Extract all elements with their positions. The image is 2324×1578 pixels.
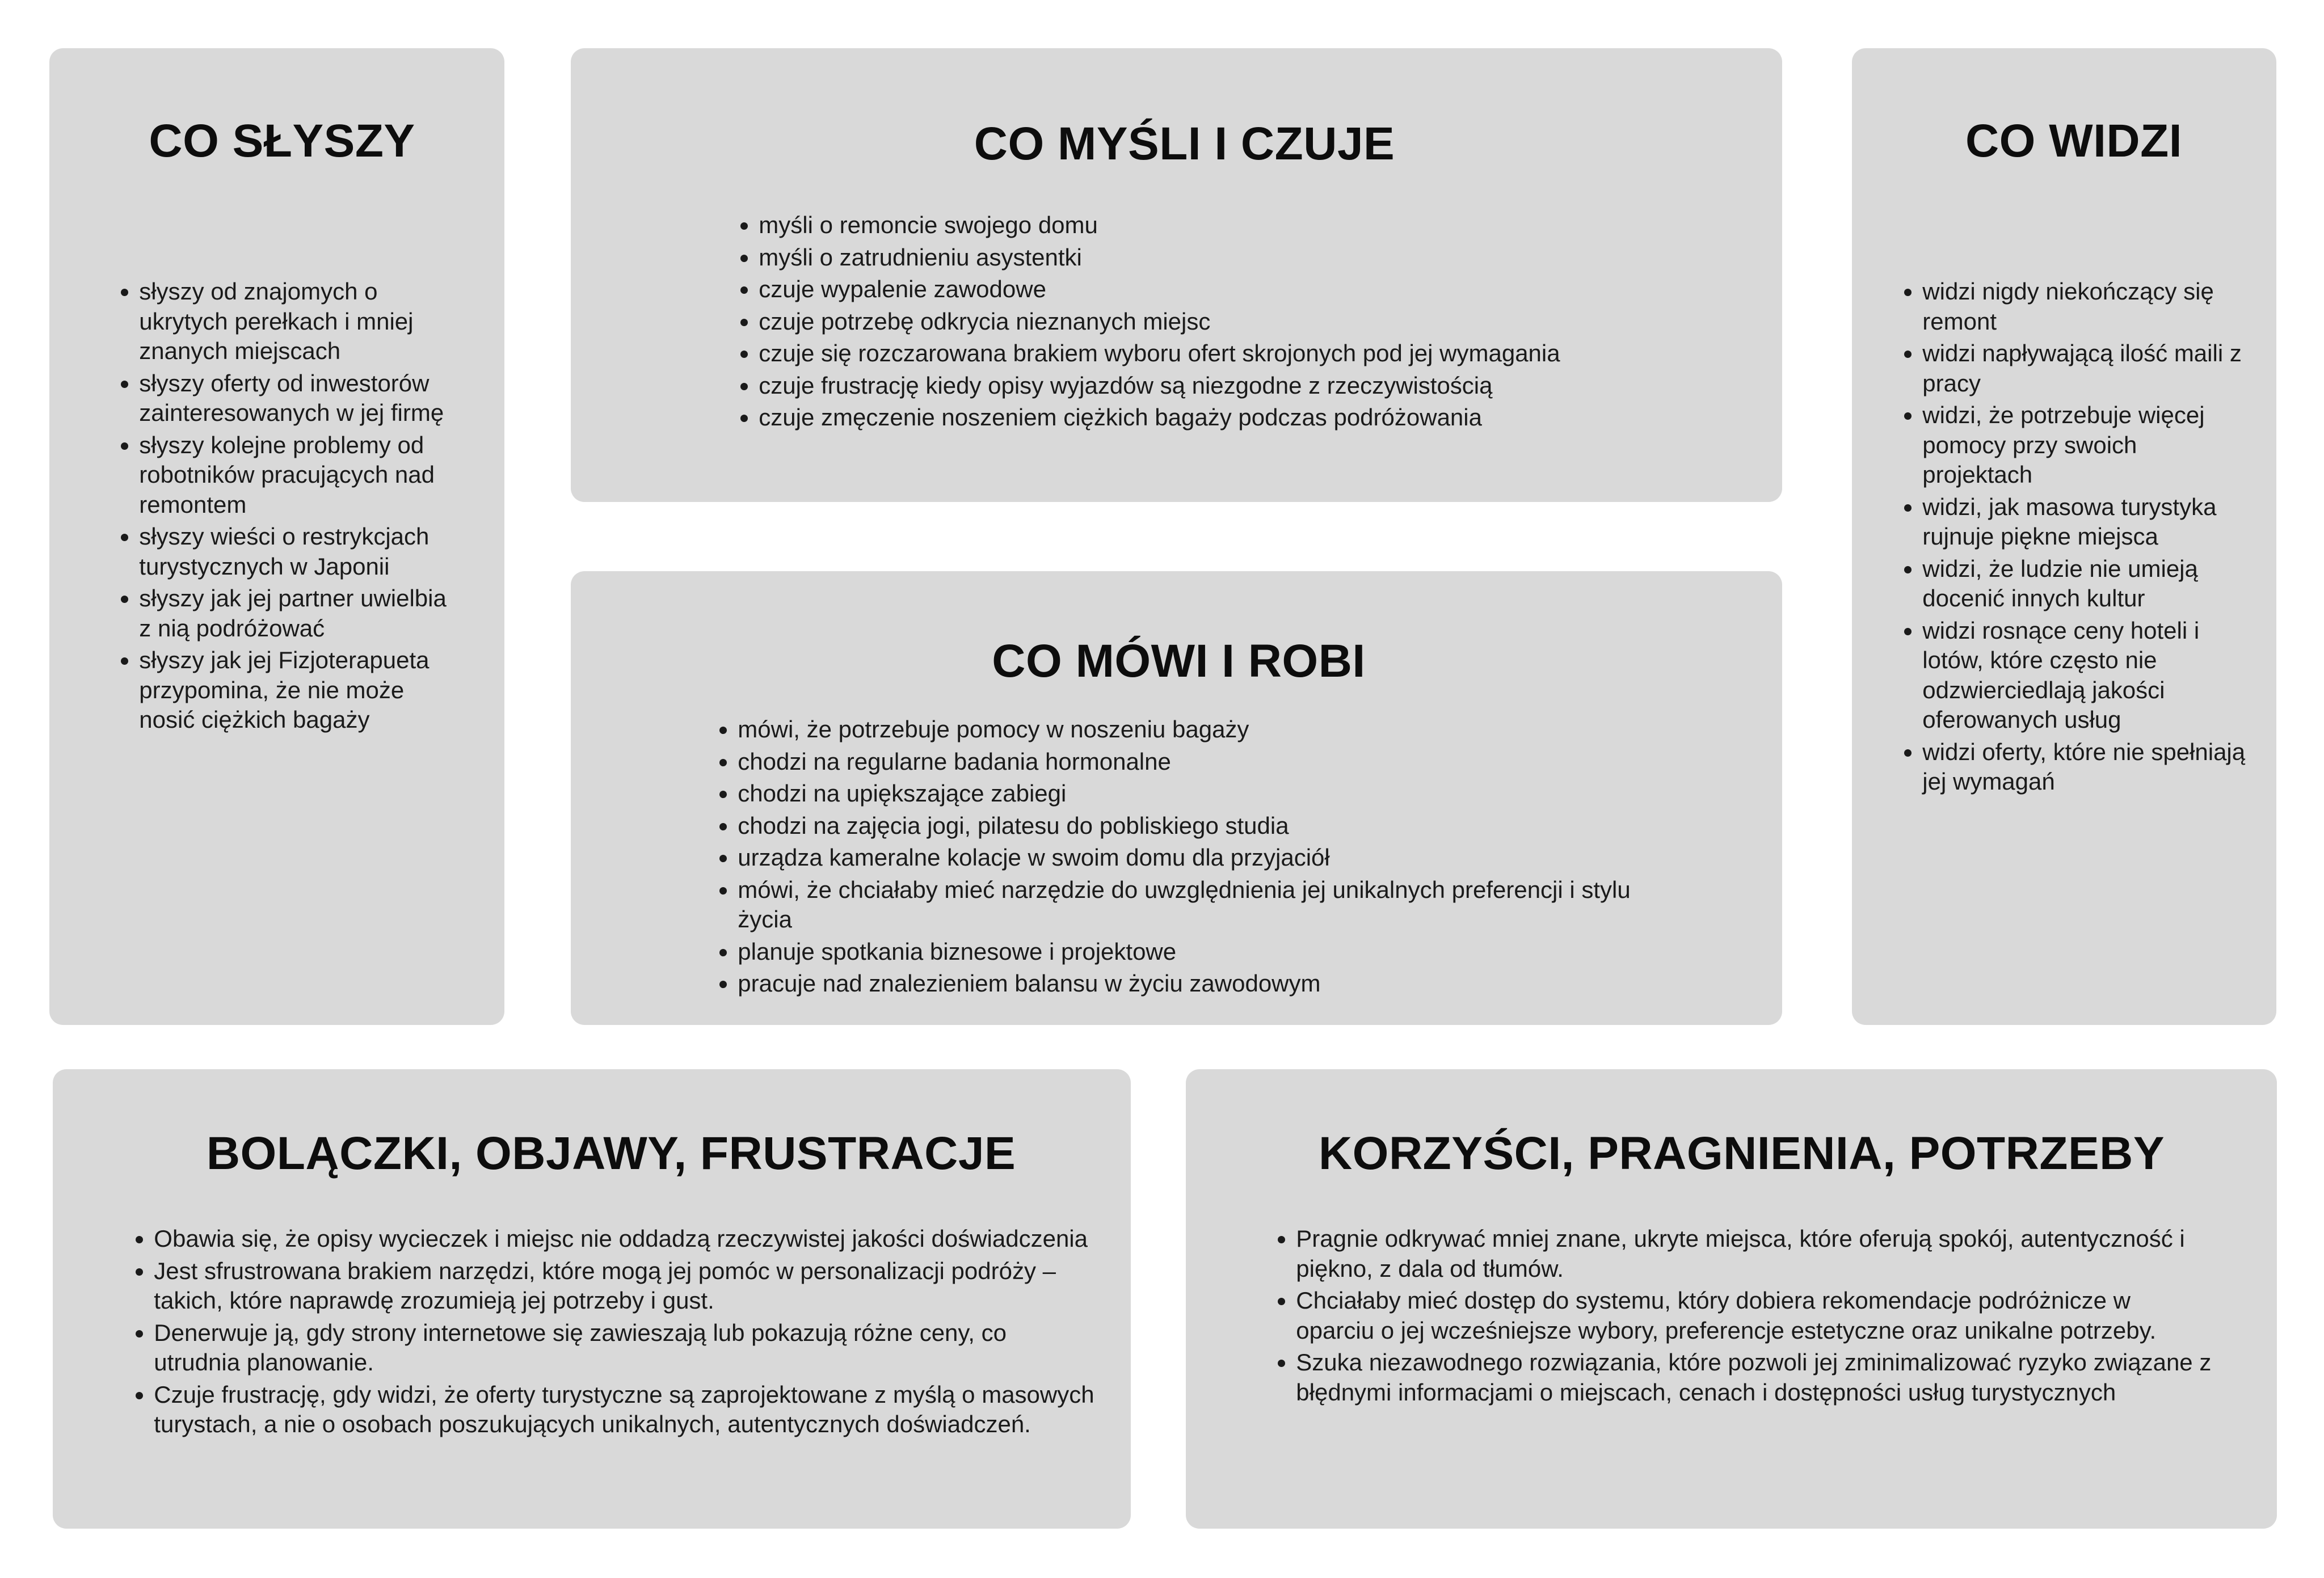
list-item: • myśli o zatrudnieniu asystentki: [759, 243, 1637, 273]
list-item: • mówi, że chciałaby mieć narzędzie do uwzględnienia jej unikalnych preferencji i stylu życia: [738, 875, 1647, 935]
panel-hears-list: [112, 277, 452, 735]
list-item: • chodzi na regularne badania hormonalne: [738, 747, 1647, 777]
panel-pains: [53, 1069, 1131, 1529]
list-item: • Czuje frustrację, gdy widzi, że oferty turystyczne są zaprojektowane z myślą o masowych turystach, a nie o osobach poszukujących unikalnych, autentycznych doświadczeń.: [154, 1380, 1096, 1440]
panel-sees-title: CO WIDZI: [1965, 115, 2183, 167]
list-item: • Pragnie odkrywać mniej znane, ukryte miejsca, które oferują spokój, autentyczność i piękno, z dala od tłumów.: [1296, 1224, 2214, 1284]
panel-gains: [1186, 1069, 2277, 1529]
panel-says-does-title: CO MÓWI I ROBI: [992, 635, 1366, 687]
list-item: • czuje zmęczenie noszeniem ciężkich bagaży podczas podróżowania: [759, 403, 1637, 433]
panel-hears: [49, 48, 504, 1025]
panel-gains-list: [1269, 1224, 2214, 1407]
panel-thinks-feels: [571, 48, 1782, 502]
list-item: • czuje potrzebę odkrycia nieznanych miejsc: [759, 307, 1637, 337]
list-item: • widzi, jak masowa turystyka rujnuje piękne miejsca: [1922, 492, 2253, 552]
list-item: • widzi, że potrzebuje więcej pomocy przy swoich projektach: [1922, 400, 2253, 490]
list-item: • urządza kameralne kolacje w swoim domu dla przyjaciół: [738, 843, 1647, 873]
list-item: • słyszy od znajomych o ukrytych perełkach i mniej znanych miejscach: [139, 277, 452, 366]
list-item: • widzi rosnące ceny hoteli i lotów, które często nie odzwierciedlają jakości oferowanych usług: [1922, 616, 2253, 735]
list-item: • chodzi na zajęcia jogi, pilatesu do pobliskiego studia: [738, 811, 1647, 841]
list-item: • Jest sfrustrowana brakiem narzędzi, które mogą jej pomóc w personalizacji podróży – takich, które naprawdę zrozumieją jej potrzeby i gust.: [154, 1256, 1096, 1316]
list-item: • słyszy wieści o restrykcjach turystycznych w Japonii: [139, 522, 452, 581]
list-item: • czuje się rozczarowana brakiem wyboru ofert skrojonych pod jej wymagania: [759, 339, 1637, 369]
list-item: • widzi nigdy niekończący się remont: [1922, 277, 2253, 336]
panel-pains-list: [127, 1224, 1096, 1440]
panel-thinks-feels-list: [731, 210, 1637, 433]
list-item: • Chciałaby mieć dostęp do systemu, który dobiera rekomendacje podróżnicze w oparciu o jej wcześniejsze wybory, preferencje estetyczne oraz unikalne potrzeby.: [1296, 1286, 2214, 1345]
list-item: • planuje spotkania biznesowe i projektowe: [738, 937, 1647, 967]
list-item: • słyszy oferty od inwestorów zainteresowanych w jej firmę: [139, 369, 452, 428]
list-item: • pracuje nad znalezieniem balansu w życiu zawodowym: [738, 969, 1647, 999]
list-item: • myśli o remoncie swojego domu: [759, 210, 1637, 241]
panel-hears-title: CO SŁYSZY: [149, 115, 415, 167]
list-item: • mówi, że potrzebuje pomocy w noszeniu bagaży: [738, 715, 1647, 745]
list-item: • widzi, że ludzie nie umieją docenić innych kultur: [1922, 554, 2253, 614]
panel-pains-title: BOLĄCZKI, OBJAWY, FRUSTRACJE: [206, 1128, 1016, 1179]
panel-says-does-list: [710, 715, 1647, 999]
list-item: • słyszy jak jej partner uwielbia z nią podróżować: [139, 584, 452, 643]
panel-gains-title: KORZYŚCI, PRAGNIENIA, POTRZEBY: [1318, 1128, 2165, 1179]
panel-thinks-feels-title: CO MYŚLI I CZUJE: [974, 118, 1395, 170]
list-item: • widzi napływającą ilość maili z pracy: [1922, 339, 2253, 398]
list-item: • słyszy jak jej Fizjoterapueta przypomina, że nie może nosić ciężkich bagaży: [139, 645, 452, 735]
list-item: • Denerwuje ją, gdy strony internetowe się zawieszają lub pokazują różne ceny, co utrudnia planowanie.: [154, 1318, 1096, 1378]
list-item: • widzi oferty, które nie spełniają jej wymagań: [1922, 737, 2253, 797]
list-item: • Obawia się, że opisy wycieczek i miejsc nie oddadzą rzeczywistej jakości doświadczenia: [154, 1224, 1096, 1254]
list-item: • słyszy kolejne problemy od robotników pracujących nad remontem: [139, 431, 452, 520]
panel-sees: [1852, 48, 2276, 1025]
list-item: • czuje frustrację kiedy opisy wyjazdów są niezgodne z rzeczywistością: [759, 371, 1637, 401]
panel-sees-list: [1895, 277, 2253, 797]
panel-says-does: [571, 571, 1782, 1025]
list-item: • czuje wypalenie zawodowe: [759, 275, 1637, 305]
list-item: • chodzi na upiększające zabiegi: [738, 779, 1647, 809]
list-item: • Szuka niezawodnego rozwiązania, które pozwoli jej zminimalizować ryzyko związane z błędnymi informacjami o miejscach, cenach i dostępności usług turystycznych: [1296, 1348, 2214, 1407]
